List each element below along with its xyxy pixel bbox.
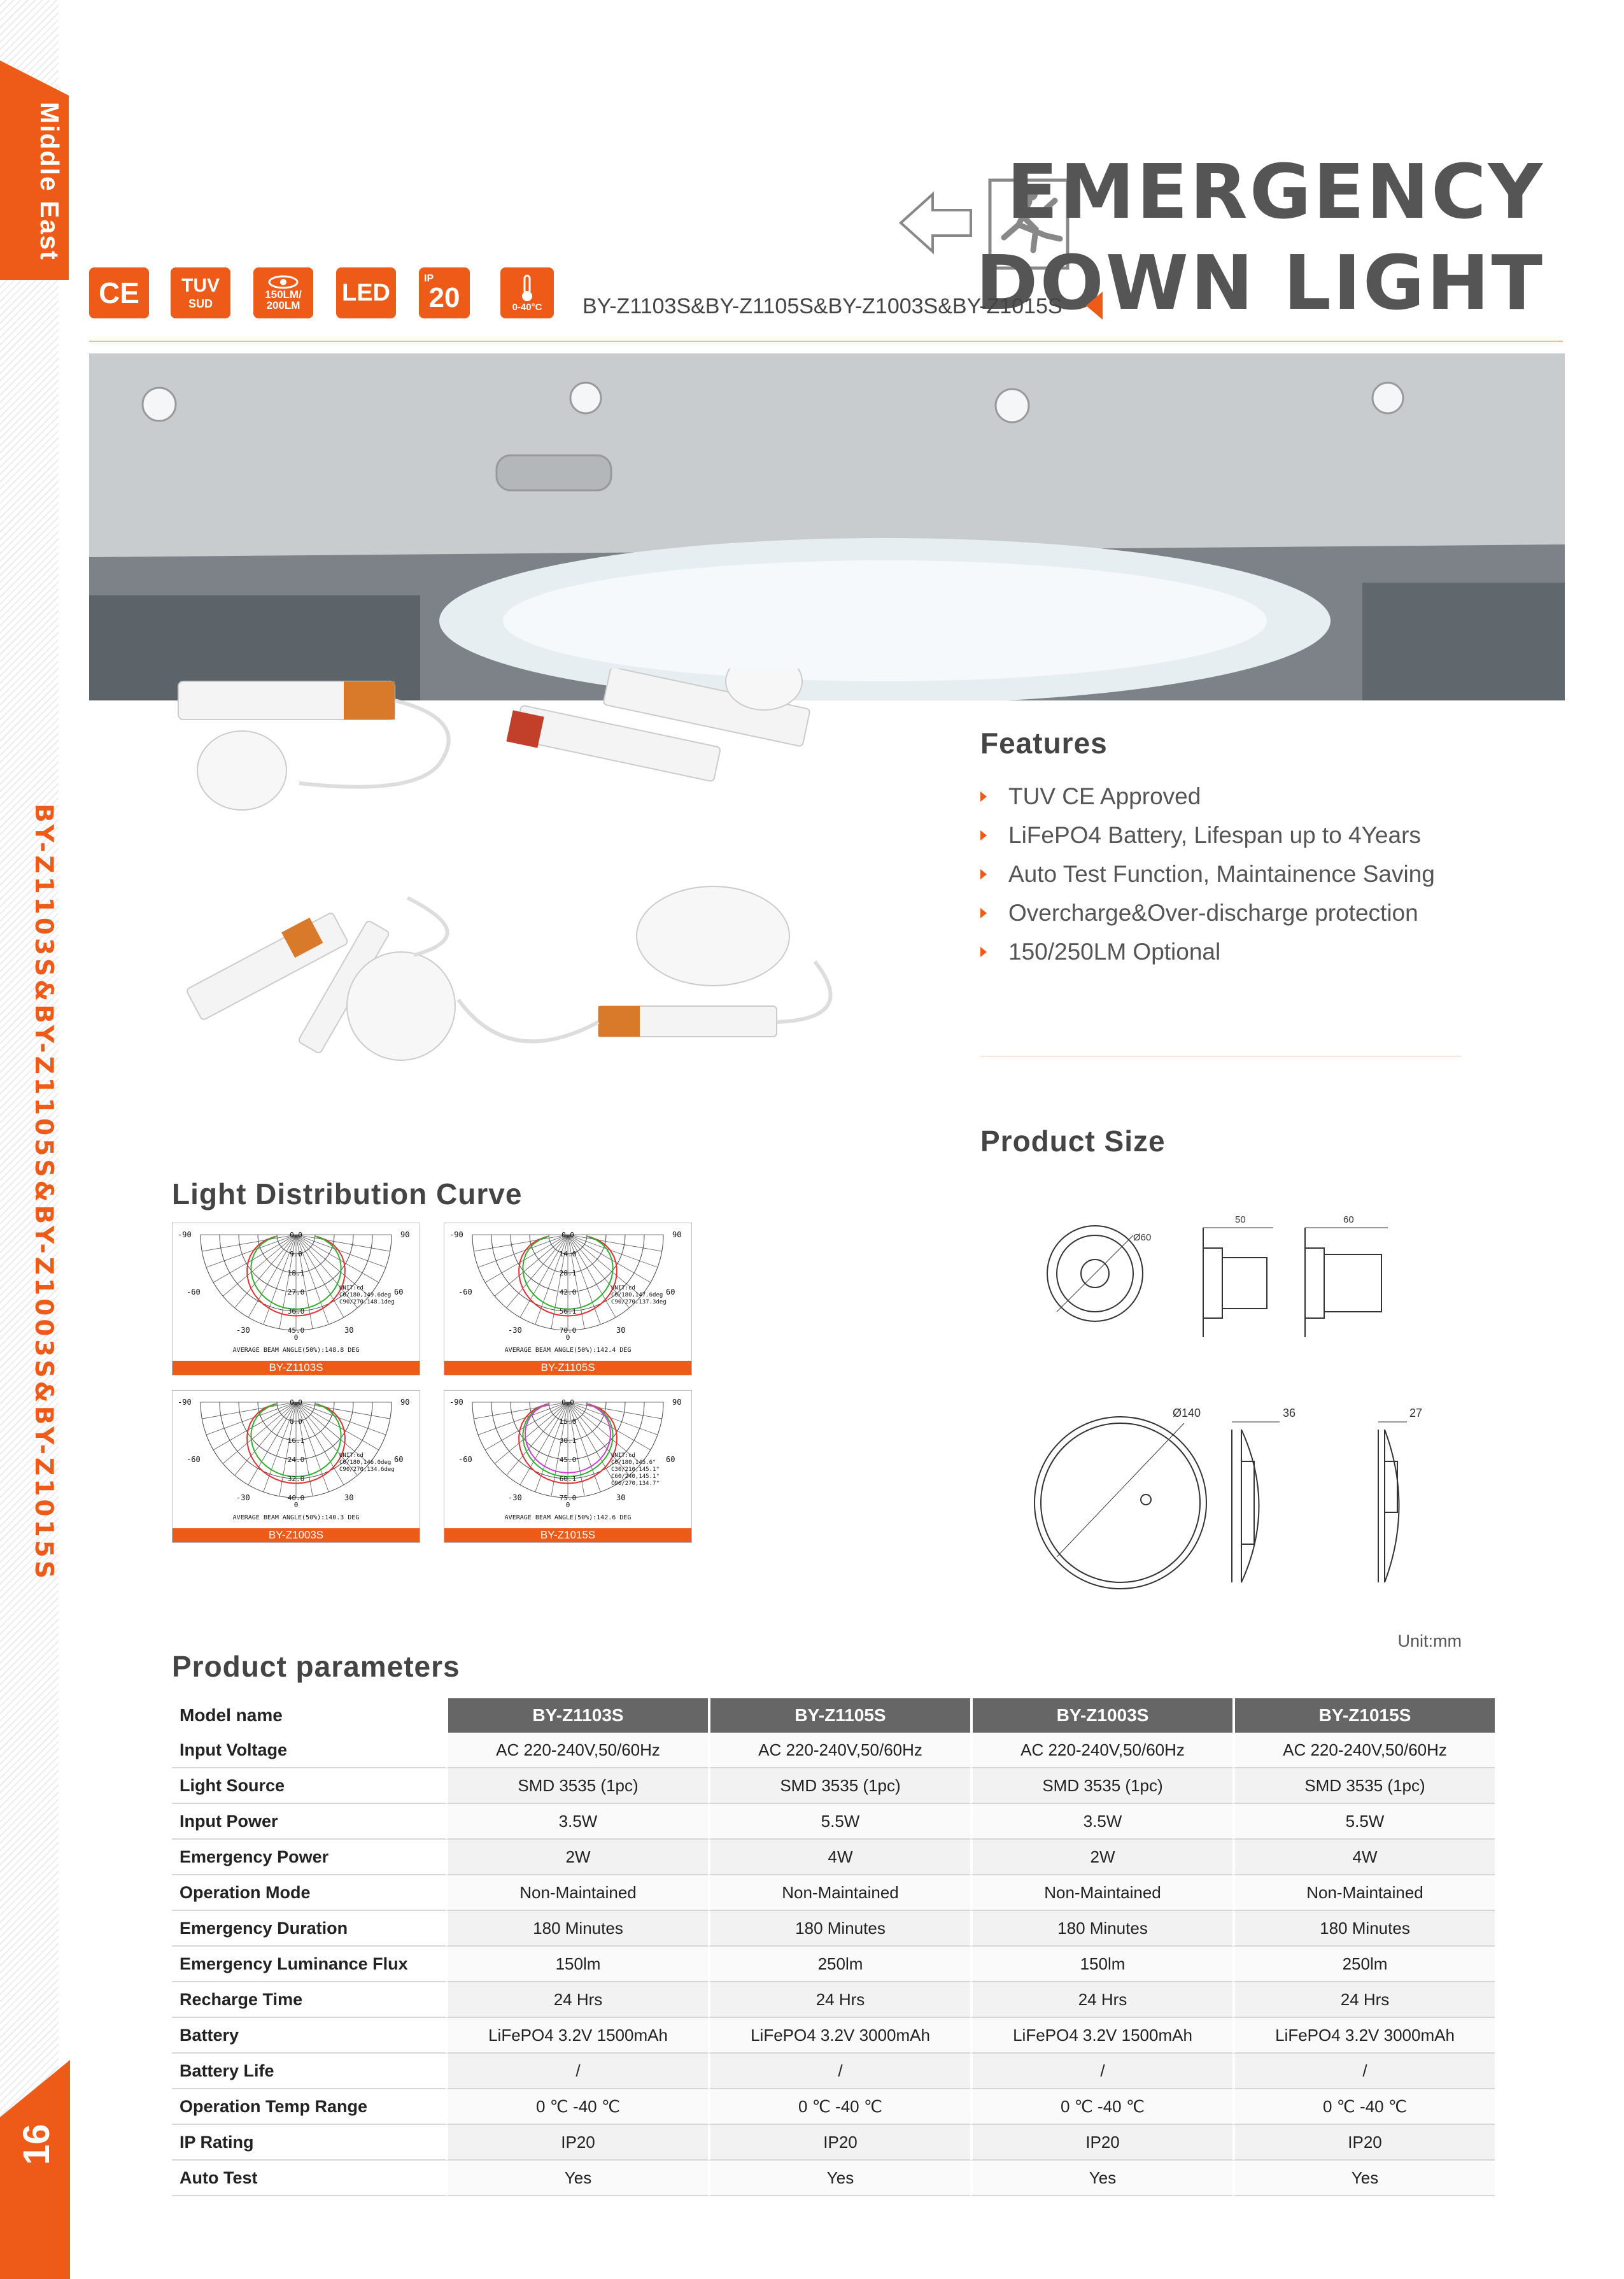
angle-tick-label: 30 xyxy=(344,1326,354,1335)
ring-value-label: 8.0 xyxy=(290,1417,302,1426)
ring-value-label: 28.1 xyxy=(559,1269,577,1277)
angle-tick-label: 90 xyxy=(672,1398,682,1407)
angle-tick-label: 30 xyxy=(616,1493,626,1502)
row-value: / xyxy=(970,2054,1232,2089)
angle-tick-label: 60 xyxy=(666,1455,675,1464)
lumen-eye-icon: 150LM/ 200LM xyxy=(253,267,313,318)
row-value: 0 ℃ -40 ℃ xyxy=(446,2089,708,2125)
row-value: 5.5W xyxy=(708,1804,970,1840)
unit-label: Unit:mm xyxy=(1397,1631,1462,1651)
eye-icon xyxy=(267,275,299,289)
header-model: BY-Z1015S xyxy=(1232,1698,1495,1733)
table-row xyxy=(172,2054,1495,2089)
row-value: Non-Maintained xyxy=(708,1875,970,1911)
row-value: SMD 3535 (1pc) xyxy=(708,1768,970,1804)
angle-tick-label: -30 xyxy=(236,1493,250,1502)
row-value: Non-Maintained xyxy=(446,1875,708,1911)
curve-model-label: BY-Z1105S xyxy=(444,1361,691,1375)
product-size-title: Product Size xyxy=(980,1125,1166,1158)
title-marker-triangle xyxy=(1086,292,1103,320)
row-value: 250lm xyxy=(708,1947,970,1982)
row-value: LiFePO4 3.2V 1500mAh xyxy=(446,2018,708,2054)
header-model: BY-Z1003S xyxy=(970,1698,1232,1733)
row-value: 3.5W xyxy=(446,1804,708,1840)
angle-tick-label: 90 xyxy=(672,1230,682,1239)
feature-item: LiFePO4 Battery, Lifespan up to 4Years xyxy=(980,816,1435,855)
curve-model-label: BY-Z1015S xyxy=(444,1528,691,1542)
title-line-2: DOWN LIGHT xyxy=(975,239,1544,327)
legend-label: UNIT:cd xyxy=(611,1452,635,1459)
size-drawing-small xyxy=(1044,1210,1413,1363)
ring-value-label: 16.1 xyxy=(287,1437,305,1445)
diameter-140-label: Ø140 xyxy=(1173,1407,1201,1419)
feature-item: 150/250LM Optional xyxy=(980,932,1435,971)
polar-chart xyxy=(173,1223,420,1361)
legend-label: C0/180,147.6deg xyxy=(611,1292,663,1298)
angle-tick-label: 90 xyxy=(400,1230,410,1239)
row-value: Yes xyxy=(708,2161,970,2196)
legend-label: C90/270,137.3deg xyxy=(611,1299,667,1305)
row-value: 150lm xyxy=(970,1947,1232,1982)
row-value: Yes xyxy=(446,2161,708,2196)
row-value: IP20 xyxy=(708,2125,970,2161)
page-number: 16 xyxy=(16,2124,57,2165)
table-row xyxy=(172,1840,1495,1875)
size-drawing-large xyxy=(1031,1404,1439,1601)
distribution-curve-card xyxy=(444,1390,692,1543)
table-row xyxy=(172,2125,1495,2161)
row-label: Input Power xyxy=(172,1804,446,1840)
angle-tick-label: -90 xyxy=(449,1230,463,1239)
table-row xyxy=(172,1875,1495,1911)
row-value: 24 Hrs xyxy=(446,1982,708,2018)
row-value: 24 Hrs xyxy=(970,1982,1232,2018)
row-value: 3.5W xyxy=(970,1804,1232,1840)
feature-item: Overcharge&Over-discharge protection xyxy=(980,893,1435,932)
features-title: Features xyxy=(980,727,1108,760)
legend-label: C90/270,134.6deg xyxy=(339,1466,395,1473)
ring-value-label: 70.0 xyxy=(559,1326,577,1335)
ring-value-label: 30.1 xyxy=(559,1437,577,1445)
angle-tick-label: -90 xyxy=(178,1398,192,1407)
row-value: 180 Minutes xyxy=(708,1911,970,1947)
ring-value-label: 18.1 xyxy=(287,1269,305,1277)
table-row xyxy=(172,2018,1495,2054)
product-photo-set-1 xyxy=(172,669,1012,821)
table-row xyxy=(172,2089,1495,2125)
table-row xyxy=(172,1911,1495,1947)
row-value: LiFePO4 3.2V 3000mAh xyxy=(708,2018,970,2054)
row-value: Yes xyxy=(1232,2161,1495,2196)
angle-tick-label: -90 xyxy=(449,1398,463,1407)
row-value: AC 220-240V,50/60Hz xyxy=(708,1733,970,1768)
ring-value-label: 75.0 xyxy=(559,1494,577,1502)
row-label: IP Rating xyxy=(172,2125,446,2161)
angle-tick-label: 60 xyxy=(394,1288,404,1296)
model-list: BY-Z1103S&BY-Z1105S&BY-Z1003S&BY-Z1015S xyxy=(583,294,1063,318)
hero-ceiling-photo xyxy=(89,353,1565,700)
header-model-name: Model name xyxy=(180,1705,283,1725)
angle-tick-label: 0 xyxy=(293,1333,299,1342)
angle-tick-label: 0 xyxy=(293,1501,299,1509)
row-value: IP20 xyxy=(970,2125,1232,2161)
row-label: Emergency Luminance Flux xyxy=(172,1947,446,1982)
polar-chart xyxy=(444,1391,691,1528)
row-value: / xyxy=(708,2054,970,2089)
beam-angle-label: AVERAGE BEAM ANGLE(50%):148.8 DEG xyxy=(232,1347,360,1354)
ring-value-label: 14.0 xyxy=(559,1250,577,1258)
angle-tick-label: -60 xyxy=(458,1455,472,1464)
legend-label: C30/210,145.1° xyxy=(611,1466,660,1473)
table-row xyxy=(172,1733,1495,1768)
ring-value-label: 45.0 xyxy=(287,1326,305,1335)
row-value: IP20 xyxy=(1232,2125,1495,2161)
row-value: 24 Hrs xyxy=(708,1982,970,2018)
header-model: BY-Z1103S xyxy=(446,1698,708,1733)
row-value: 0 ℃ -40 ℃ xyxy=(970,2089,1232,2125)
angle-tick-label: -60 xyxy=(458,1288,472,1296)
height-60-label: 60 xyxy=(1343,1214,1354,1225)
feature-item: TUV CE Approved xyxy=(980,777,1435,816)
curve-model-label: BY-Z1003S xyxy=(173,1528,420,1542)
row-value: 150lm xyxy=(446,1947,708,1982)
angle-tick-label: 0 xyxy=(565,1333,570,1342)
angle-tick-label: 60 xyxy=(666,1288,675,1296)
beam-angle-label: AVERAGE BEAM ANGLE(50%):142.6 DEG xyxy=(504,1514,632,1521)
row-value: 180 Minutes xyxy=(970,1911,1232,1947)
ring-value-label: 45.0 xyxy=(559,1456,577,1464)
legend-label: C60/240,145.1° xyxy=(611,1473,660,1480)
legend-label: C0/180,149.6deg xyxy=(339,1292,392,1298)
angle-tick-label: -60 xyxy=(187,1288,201,1296)
distribution-curve-card xyxy=(444,1223,692,1375)
row-value: 2W xyxy=(446,1840,708,1875)
angle-tick-label: 60 xyxy=(394,1455,404,1464)
row-value: 180 Minutes xyxy=(1232,1911,1495,1947)
parameters-table xyxy=(172,1698,1495,2196)
polar-chart xyxy=(173,1391,420,1528)
angle-tick-label: 0 xyxy=(565,1501,570,1509)
row-value: AC 220-240V,50/60Hz xyxy=(446,1733,708,1768)
distribution-curve-card xyxy=(172,1223,420,1375)
product-photo-set-2 xyxy=(127,885,879,1089)
ring-value-label: 27.0 xyxy=(287,1288,305,1296)
thermometer-icon: 0-40°C xyxy=(500,267,554,318)
features-list xyxy=(980,777,1435,971)
diameter-60-label: Ø60 xyxy=(1133,1232,1152,1243)
ring-value-label: 9.0 xyxy=(290,1250,302,1258)
angle-tick-label: -30 xyxy=(508,1326,522,1335)
row-label: Operation Mode xyxy=(172,1875,446,1911)
row-value: 180 Minutes xyxy=(446,1911,708,1947)
parameters-title: Product parameters xyxy=(172,1650,460,1683)
ring-value-label: 0.0 xyxy=(290,1231,302,1239)
legend-label: C0/180,146.0deg xyxy=(339,1459,392,1466)
row-label: Light Source xyxy=(172,1768,446,1804)
row-value: Non-Maintained xyxy=(970,1875,1232,1911)
light-curve-title: Light Distribution Curve xyxy=(172,1177,523,1210)
ring-value-label: 24.0 xyxy=(287,1456,305,1464)
ring-value-label: 42.0 xyxy=(559,1288,577,1296)
row-label: Emergency Duration xyxy=(172,1911,446,1947)
row-value: 4W xyxy=(708,1840,970,1875)
row-value: 0 ℃ -40 ℃ xyxy=(708,2089,970,2125)
ring-value-label: 0.0 xyxy=(561,1231,574,1239)
height-50-label: 50 xyxy=(1235,1214,1246,1225)
row-label: Operation Temp Range xyxy=(172,2089,446,2125)
polar-chart xyxy=(444,1223,691,1361)
table-row xyxy=(172,1768,1495,1804)
ring-value-label: 15.0 xyxy=(559,1417,577,1426)
legend-label: UNIT:cd xyxy=(339,1285,364,1291)
row-value: AC 220-240V,50/60Hz xyxy=(970,1733,1232,1768)
beam-angle-label: AVERAGE BEAM ANGLE(50%):140.3 DEG xyxy=(232,1514,360,1521)
legend-label: UNIT:cd xyxy=(339,1452,364,1459)
row-label: Recharge Time xyxy=(172,1982,446,2018)
legend-label: C90/270,148.1deg xyxy=(339,1299,395,1305)
row-value: SMD 3535 (1pc) xyxy=(970,1768,1232,1804)
angle-tick-label: 90 xyxy=(400,1398,410,1407)
angle-tick-label: 30 xyxy=(616,1326,626,1335)
row-value: LiFePO4 3.2V 1500mAh xyxy=(970,2018,1232,2054)
curve-model-label: BY-Z1103S xyxy=(173,1361,420,1375)
table-row xyxy=(172,1982,1495,2018)
ring-value-label: 32.0 xyxy=(287,1475,305,1483)
table-row xyxy=(172,2161,1495,2196)
table-row xyxy=(172,1947,1495,1982)
row-value: 0 ℃ -40 ℃ xyxy=(1232,2089,1495,2125)
angle-tick-label: -90 xyxy=(178,1230,192,1239)
row-value: 2W xyxy=(970,1840,1232,1875)
row-label: Battery xyxy=(172,2018,446,2054)
ring-value-label: 0.0 xyxy=(561,1398,574,1407)
tuv-sud-icon: TUV SUD xyxy=(171,267,230,318)
row-value: 250lm xyxy=(1232,1947,1495,1982)
row-value: / xyxy=(446,2054,708,2089)
height-36-label: 36 xyxy=(1283,1407,1296,1419)
row-value: / xyxy=(1232,2054,1495,2089)
beam-angle-label: AVERAGE BEAM ANGLE(50%):142.4 DEG xyxy=(504,1347,632,1354)
vertical-model-title: BY-Z1103S&BY-Z1105S&BY-Z1003S&BY-Z1015S xyxy=(29,804,58,1582)
row-value: IP20 xyxy=(446,2125,708,2161)
ring-value-label: 36.0 xyxy=(287,1307,305,1316)
row-value: AC 220-240V,50/60Hz xyxy=(1232,1733,1495,1768)
row-value: 5.5W xyxy=(1232,1804,1495,1840)
row-label: Auto Test xyxy=(172,2161,446,2196)
region-label: Middle East xyxy=(35,102,64,261)
feature-item: Auto Test Function, Maintainence Saving xyxy=(980,855,1435,893)
led-icon: LED xyxy=(336,267,396,318)
distribution-curve-card xyxy=(172,1390,420,1543)
ring-value-label: 56.1 xyxy=(559,1307,577,1316)
temperature-icon xyxy=(519,274,535,302)
angle-tick-label: -30 xyxy=(236,1326,250,1335)
ring-value-label: 60.1 xyxy=(559,1475,577,1483)
angle-tick-label: -60 xyxy=(187,1455,201,1464)
header-model: BY-Z1105S xyxy=(708,1698,970,1733)
row-value: 24 Hrs xyxy=(1232,1982,1495,2018)
header-divider xyxy=(89,341,1563,342)
ip20-icon: IP 20 xyxy=(419,267,470,318)
ring-value-label: 40.0 xyxy=(287,1494,305,1502)
table-header-row xyxy=(172,1698,1495,1733)
row-value: LiFePO4 3.2V 3000mAh xyxy=(1232,2018,1495,2054)
height-27-label: 27 xyxy=(1409,1407,1423,1419)
legend-label: C90/270,134.7° xyxy=(611,1480,660,1487)
row-label: Input Voltage xyxy=(172,1733,446,1768)
row-value: Yes xyxy=(970,2161,1232,2196)
ce-mark-icon: CE xyxy=(89,267,149,318)
legend-label: UNIT:cd xyxy=(611,1285,635,1291)
angle-tick-label: 30 xyxy=(344,1493,354,1502)
row-value: 4W xyxy=(1232,1840,1495,1875)
row-label: Emergency Power xyxy=(172,1840,446,1875)
ring-value-label: 0.0 xyxy=(290,1398,302,1407)
row-value: SMD 3535 (1pc) xyxy=(1232,1768,1495,1804)
row-label: Battery Life xyxy=(172,2054,446,2089)
row-value: Non-Maintained xyxy=(1232,1875,1495,1911)
title-line-1: EMERGENCY xyxy=(1006,148,1544,236)
legend-label: C0/180,145.6° xyxy=(611,1459,656,1466)
row-value: SMD 3535 (1pc) xyxy=(446,1768,708,1804)
angle-tick-label: -30 xyxy=(508,1493,522,1502)
table-row xyxy=(172,1804,1495,1840)
